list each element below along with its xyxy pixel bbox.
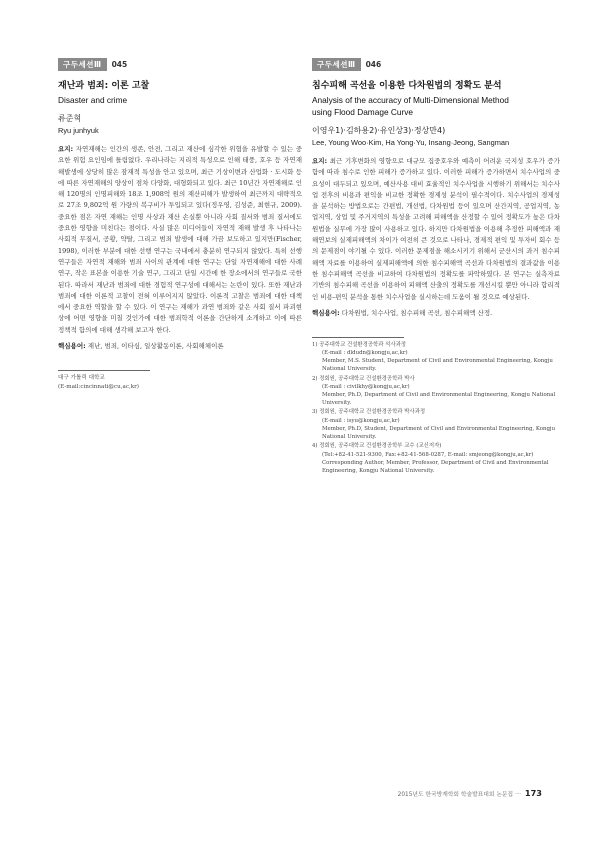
footnote-line: Corresponding Author, Member, Professor, Department of Civil and Environmental Engineering, Kongju National University. (322, 459, 549, 474)
session-tag: 구두세션Ⅲ (312, 58, 361, 71)
right-article (312, 58, 560, 476)
abstract (312, 156, 560, 303)
session-number: 046 (365, 59, 382, 69)
keywords-text: 재난, 범죄, 이타심, 일상활동이론, 사회해체이론 (87, 342, 224, 351)
title-korean: 재난과 범죄: 이론 고찰 (58, 81, 150, 91)
abstract-label: 요지: (312, 157, 328, 165)
footnote-line: Member, Ph.D, Student, Department of Civil and Environmental Engineering, Kongju National University. (322, 425, 556, 441)
author-english: Ryu junhyuk (58, 126, 99, 135)
footnote-item (312, 341, 560, 374)
abstract-text: 자연재해는 인간의 생존, 안전, 그리고 재산에 심각한 위협을 유발할 수 있는 중요한 위험 요인임에 틀림없다. 우리나라는 지리적 특성으로 인해 태풍, 호우 등 자연재해발생에 상당히 많은 잠재적 특성을 안고 있으며, 최근 기상이변과 산업화 · 도시화 등에 따른 자연재해의 양상이 점차 다양화, 대형화되고 있다. 최근 10년간 자연재해로 인해 120명의 인명피해와 18조 1,908억 원의 재산피해가 발생하여 최근까지 대략적으로 27조 9,802억 원 가량의 복구비가 투입되고 있다(정우영, 김성준, 최현규, 2009). 중요한 점은 자연 재해는 인명 사상과 재산 손실뿐 아니라 사회 질서와 범죄 질서에도 중요한 영향을 미친다는 점이다. 사실 많은 미디어들이 자연적 재해 발생 후 나타나는 사회적 무질서, 공황, 약탈, 그리고 범죄 발생에 대해 가끔 보도하고 있지만(Fischer, 1998), 이러한 부분에 대한 선행 연구는 국내에서 충분히 연구되지 않았다. 특히 선행 연구들은 자연적 재해와 범죄 사이의 관계에 대한 연구는 단일 자연재해에 대한 사례 연구, 작은 표본을 이용한 기술 연구, 그리고 단일 시간에 한 장소에서의 연구들로 국한된다. 따라서 재난과 범죄에 대한 경험적 연구성에 대해서는 논란이 있다. 또한 재난과 범죄에 대한 이론적 고찰이 전혀 이루어지지 않았다. 이론적 고찰은 범죄에 대한 대책에서 중요한 역할을 할 수 있다. 이 연구는 재해가 과연 범죄와 같은 사회 질서 파괴현상에 어떤 영향을 미칠 것인가에 대한 범죄학적 이론을 간단하게 소개하고 이에 따른 정책적 함의에 대해 생각해 보고자 한다. (58, 145, 302, 334)
abstract (58, 144, 302, 336)
keywords (58, 341, 302, 352)
keywords-text: 다차원법, 치수사업, 침수피해 곡선, 침수피해액 산정. (341, 308, 493, 317)
session-number: 045 (111, 59, 128, 69)
abstract-text: 최근 기후변화의 영향으로 대규모 집중호우와 예측이 어려운 국지성 호우가 증가함에 따라 침수로 인한 피해가 증가하고 있다. 이러한 피해가 증가하면서 치수사업의 중요성이 대두되고 있으며, 예산사용 대비 효율적인 치수사업을 시행하기 위해서는 치수사업 전후의 비용과 편익을 비교한 정확한 경제성 분석이 필수적이다. 치수사업의 경제성을 분석하는 방법으로는 간편법, 개선법, 다차원법 등이 있으며 산간지역, 공업지역, 농업지역, 상업 및 주거지역의 특성을 고려해 피해액을 산정할 수 있어 정확도가 높은 다차원법을 실무에 가장 많이 사용하고 있다. 하지만 다차원법을 이용해 추정한 피해액과 재해연보의 실제피해액의 차이가 여전히 큰 것으로 나타나, 경제적 편익 및 투자비 회수 등의 문제점이 야기될 수 있다. 이러한 문제점을 해소시키기 위해서 군산시의 과거 침수피해액 자료를 이용하여 실제피해액에 의한 침수피해액 곡선과 다차원법의 결과값을 이용한 침수피해액 곡선을 비교하여 다차원법의 정확도를 파악하였다. 본 연구는 실측자료 기반의 침수피해 곡선을 이용하여 피해액 산출의 정확도를 개선시킬 뿐만 아니라 합리적인 비용-편익 분석을 통한 치수사업을 실시하는데 도움이 될 것으로 예상된다. (312, 157, 560, 301)
footnote-divider (312, 337, 404, 338)
footnotes (312, 341, 560, 475)
footnote-line: Member, Ph.D, Department of Civil and Environmental Engineering, Kongju National University. (322, 392, 556, 407)
page-number: 173 (524, 788, 542, 798)
footnote-line: (E-mail : civilkhy@kongju,ac,kr) (322, 383, 410, 390)
footnote-head: 4) 정회원, 공주대학교 건설환경공학부 교수 (교신저자) (312, 443, 442, 450)
title-english-line2: using Flood Damage Curve (312, 107, 413, 117)
footnote-line: (E-mail : isyu@kongju,ac,kr) (322, 417, 400, 424)
keywords (312, 308, 560, 319)
abstract-label: 요지: (58, 145, 74, 153)
keywords-label: 핵심용어: (312, 308, 340, 317)
footnote-head: 1) 공주대학교 건설환경공학과 석사과정 (312, 341, 406, 348)
affiliation-email: (E-mail:cincinnati@cu,ac,kr) (58, 383, 139, 390)
footnote-line: (Tel:+82-41-521-9300, Fax:+82-41-568-0287, E-mail: smjeong@kongju,ac,kr) (322, 451, 534, 458)
title-english: Disaster and crime (58, 95, 128, 105)
footnote-head: 3) 정회원, 공주대학교 건설환경공학과 박사과정 (312, 409, 426, 416)
affiliation-name: 대구 가톨릭 대학교 (58, 375, 105, 382)
author-korean: 류준혁 (58, 114, 82, 123)
session-header (58, 58, 302, 70)
footnote-item (312, 408, 560, 441)
footnote-line: Member, M.S. Student, Department of Civil and Environmental Engineering, Kongju National University. (322, 358, 553, 373)
footnote-line: (E-mail : dldudn@kongju,ac,kr) (322, 350, 408, 357)
affiliation (58, 374, 302, 391)
footnote-item (312, 442, 560, 475)
keywords-label: 핵심용어: (58, 342, 86, 351)
session-tag: 구두세션Ⅲ (58, 58, 107, 71)
footnote-head: 2) 정회원, 공주대학교 건설환경공학과 박사 (312, 375, 415, 382)
session-header (312, 58, 560, 70)
footer-text: 2015년도 한국방재학회 학술발표대회 논문집 ᐧᐧᐧᐧ (397, 792, 521, 798)
footnote-divider (58, 370, 150, 371)
title-korean: 침수피해 곡선을 이용한 다차원법의 정확도 분석 (312, 81, 502, 91)
authors-english: Lee, Young Woo·Kim, Ha Yong·Yu, Insang·Jeong, Sangman (312, 138, 510, 147)
footnote-item (312, 375, 560, 408)
page-footer (398, 788, 542, 798)
title-english-line1: Analysis of the accuracy of Multi-Dimensional Method (312, 95, 509, 105)
left-article (58, 58, 302, 391)
authors-korean: 이영우1)·김하용2)·유인상3)·정상만4) (312, 126, 446, 135)
